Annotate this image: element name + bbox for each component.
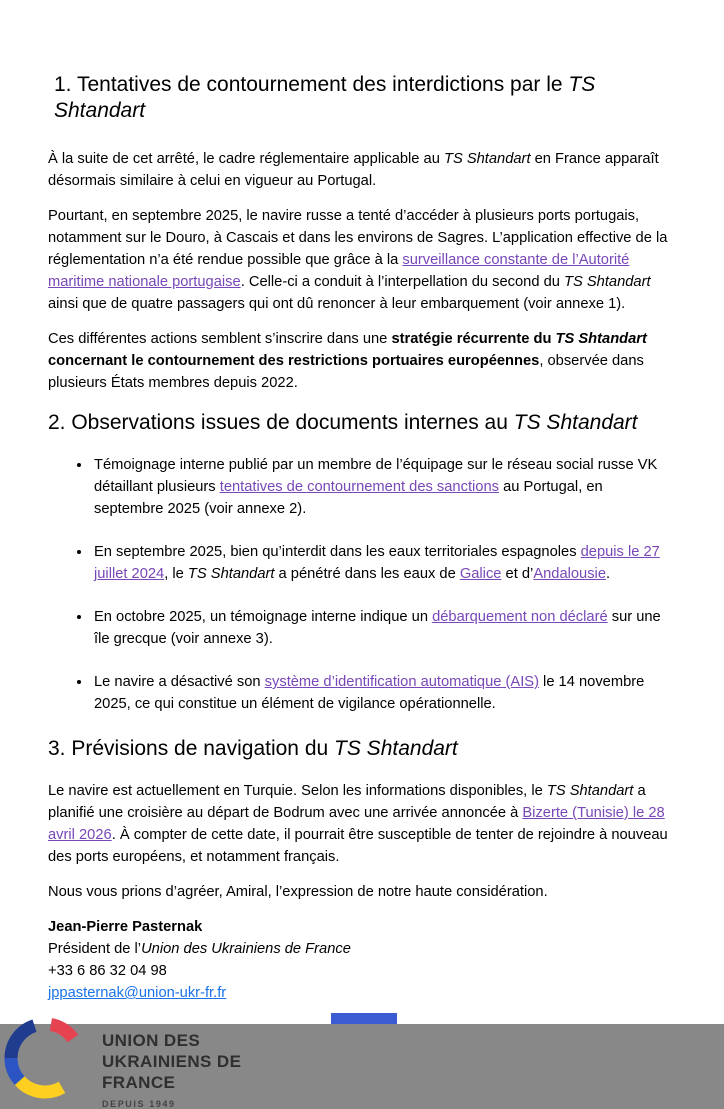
text-run: Pourtant, en septembre 2025, le navire russe a tenté d’accéder à plusieurs ports portugais, notamment sur le Douro, à Cascais et dans les environs de Sagres. L’application effective de la réglementation n’a été rendue possible que grâce à la xyxy=(48,208,668,268)
paragraph xyxy=(48,881,676,903)
text-run: +33 6 86 32 04 98 xyxy=(48,963,167,979)
logo-arc-navy xyxy=(11,1026,35,1058)
text-run: À la suite de cet arrêté, le cadre réglementaire applicable au xyxy=(48,151,444,167)
text-run: Nous vous prions d’agréer, Amiral, l’expression de notre haute considération. xyxy=(48,884,548,900)
paragraph xyxy=(48,328,676,394)
text-link[interactable]: depuis le 27 juillet 2024 xyxy=(94,544,660,582)
text-link[interactable]: Bizerte (Tunisie) le 28 avril 2026 xyxy=(48,805,665,843)
text-run: ainsi que de quatre passagers qui ont dû renoncer à leur embarquement (voir annexe 1). xyxy=(48,296,626,312)
paragraph xyxy=(48,780,676,868)
logo-line-2: UKRAINIENS DE xyxy=(102,1052,242,1071)
text-run: 1. Tentatives de contournement des interdictions par le xyxy=(54,73,569,96)
text-run: TS Shtandart xyxy=(187,566,275,582)
signature-line xyxy=(48,960,676,982)
text-run: au Portugal, en septembre 2025 (voir annexe 2). xyxy=(94,479,603,517)
signature-line xyxy=(48,938,676,960)
text-run: TS Shtandart xyxy=(513,411,638,434)
text-run: et d’ xyxy=(501,566,534,582)
text-link[interactable]: système d’identification automatique (AIS) xyxy=(264,674,539,690)
section-3-heading xyxy=(48,736,676,762)
text-run: concernant le contournement des restrictions portuaires européennes xyxy=(48,353,540,369)
logo-line-3: FRANCE xyxy=(102,1073,176,1092)
text-run: . À compter de cette date, il pourrait être susceptible de tenter de rejoindre à nouveau des ports européens, et notamment français. xyxy=(48,827,668,865)
text-run: TS Shtandart xyxy=(443,151,531,167)
text-run: TS Shtandart xyxy=(555,331,647,347)
text-run: 3. Prévisions de navigation du xyxy=(48,737,335,760)
list-item xyxy=(92,541,676,585)
text-run: Jean-Pierre Pasternak xyxy=(48,919,203,935)
text-link[interactable]: surveillance constante de l’Autorité maritime nationale portugaise xyxy=(48,252,630,290)
list-item xyxy=(92,606,676,650)
list-item xyxy=(92,454,676,520)
text-run: stratégie récurrente du xyxy=(391,331,556,347)
text-run: a planifié une croisière au départ de Bodrum avec une arrivée annoncée à xyxy=(48,783,646,821)
logo-arc-yellow xyxy=(20,1081,62,1092)
signature-line xyxy=(48,916,676,938)
text-run: TS Shtandart xyxy=(334,737,458,760)
logo-arc-red xyxy=(51,1025,73,1039)
text-link[interactable]: débarquement non déclaré xyxy=(432,609,608,625)
signature-block xyxy=(48,916,676,1004)
text-run: 2. Observations issues de documents internes au xyxy=(48,411,514,434)
org-logo-mark xyxy=(2,1010,92,1102)
partial-footer-bar xyxy=(331,1013,397,1024)
text-run: Le navire est actuellement en Turquie. Selon les informations disponibles, le xyxy=(48,783,547,799)
org-logo xyxy=(2,1010,724,1109)
text-run: TS Shtandart xyxy=(564,274,651,290)
text-run: sur une île grecque (voir annexe 3). xyxy=(94,609,661,647)
text-run: Témoignage interne publié par un membre de l’équipage sur le réseau social russe VK détaillant plusieurs xyxy=(94,457,658,495)
text-run: Union des Ukrainiens de France xyxy=(141,941,351,957)
text-run: , observée dans plusieurs États membres depuis 2022. xyxy=(48,353,644,391)
text-link[interactable]: Galice xyxy=(459,566,502,582)
list-item xyxy=(92,671,676,715)
text-run: TS Shtandart xyxy=(54,73,596,122)
logo-tagline: DEPUIS 1949 xyxy=(102,1099,176,1109)
paragraph xyxy=(48,205,676,315)
section-2-heading xyxy=(48,410,676,436)
text-run: . Celle-ci a conduit à l’interpellation du second du xyxy=(240,274,565,290)
text-run: en France apparaît désormais similaire à celui en vigueur au Portugal. xyxy=(48,151,659,189)
org-logo-text xyxy=(102,1010,241,1109)
logo-arc-blue xyxy=(11,1058,20,1081)
text-link[interactable]: tentatives de contournement des sanctions xyxy=(219,479,499,495)
signature-line xyxy=(48,982,676,1004)
text-run: a pénétré dans les eaux de xyxy=(274,566,460,582)
text-run: , le xyxy=(164,566,188,582)
text-run: En septembre 2025, bien qu’interdit dans les eaux territoriales espagnoles xyxy=(94,544,581,560)
text-link[interactable]: jppasternak@union-ukr-fr.fr xyxy=(48,985,227,1001)
text-run: Président de l’ xyxy=(48,941,142,957)
bullet-list xyxy=(48,454,676,715)
text-run: En octobre 2025, un témoignage interne indique un xyxy=(94,609,433,625)
paragraph xyxy=(48,148,676,192)
text-run: Le navire a désactivé son xyxy=(94,674,265,690)
text-run: le 14 novembre 2025, ce qui constitue un élément de vigilance opérationnelle. xyxy=(94,674,645,712)
text-run: . xyxy=(606,566,611,582)
text-run: Ces différentes actions semblent s’inscrire dans une xyxy=(48,331,392,347)
text-link[interactable]: Andalousie xyxy=(533,566,606,582)
section-1-heading xyxy=(54,72,676,124)
text-run: TS Shtandart xyxy=(546,783,634,799)
logo-line-1: UNION DES xyxy=(102,1031,201,1050)
